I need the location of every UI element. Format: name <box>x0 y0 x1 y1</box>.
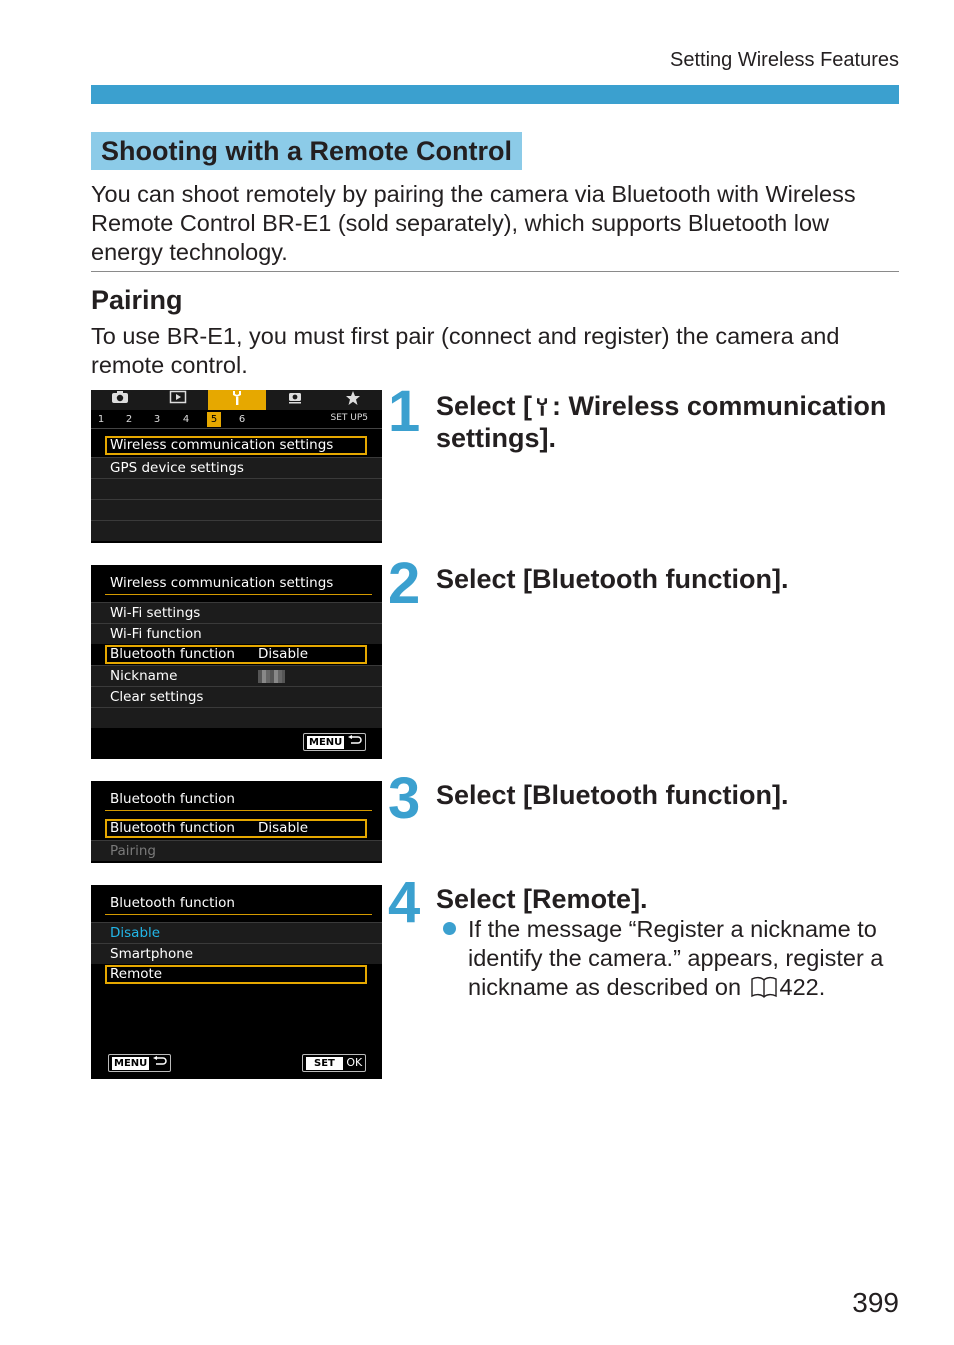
star-icon <box>324 390 382 410</box>
menu-item-selected <box>91 644 382 665</box>
pairing-text: To use BR-E1, you must first pair (connect and register) the camera and remote control. <box>91 323 840 378</box>
menu-item-label: Bluetooth function <box>110 820 235 836</box>
tab-number: 1 <box>97 414 105 425</box>
camera-screen-bluetooth-function <box>91 781 382 863</box>
menu-item-label: Clear settings <box>110 689 204 705</box>
camera-screen-setup-menu <box>91 390 382 543</box>
screen-title: Bluetooth function <box>110 895 235 911</box>
return-icon <box>348 735 362 746</box>
menu-item-label: Bluetooth function <box>110 646 235 662</box>
camera-screen-bluetooth-options <box>91 885 382 1079</box>
title-underline <box>105 810 372 811</box>
bullet-dot <box>443 922 456 935</box>
camera-icon <box>91 390 149 410</box>
menu-item <box>91 623 382 644</box>
menu-tabs <box>91 390 382 410</box>
running-head: Setting Wireless Features <box>670 49 899 71</box>
divider <box>91 271 899 272</box>
intro-paragraph: You can shoot remotely by pairing the camera via Bluetooth with Wireless Remote Control BR-E1 (sold separately), which supports Bluetooth low energy technology. <box>91 181 856 265</box>
menu-item <box>91 686 382 707</box>
option <box>91 943 382 964</box>
wrench-icon <box>532 396 552 418</box>
step-number-4: 4 <box>388 870 421 935</box>
option-label: Remote <box>110 966 163 982</box>
menu-item-label: Wi-Fi function <box>110 626 202 642</box>
menu-item-label: Nickname <box>110 668 178 684</box>
option-selected <box>91 964 382 985</box>
tab-number-row <box>91 410 382 429</box>
bullet-text-content: If the message “Register a nickname to identify the camera.” appears, register a nickname as described on <box>468 916 884 1000</box>
return-icon <box>153 1056 167 1067</box>
menu-item-label: Wireless communication settings <box>110 437 334 453</box>
menu-item-empty <box>91 520 382 541</box>
option-current <box>91 922 382 943</box>
step-heading-1 <box>436 390 906 454</box>
page-reference[interactable]: 422. <box>779 974 826 1000</box>
page-number: 399 <box>852 1287 899 1318</box>
step-number-2: 2 <box>388 551 421 616</box>
menu-item-empty <box>91 478 382 499</box>
screen-title: Bluetooth function <box>110 791 235 807</box>
nickname-blurred-value <box>258 670 285 683</box>
menu-key-label: MENU <box>114 1058 148 1069</box>
set-ok-button <box>302 1054 366 1072</box>
setup-label: SET UP5 <box>330 413 368 423</box>
bullet-text <box>468 915 908 1002</box>
menu-item-disabled <box>91 840 382 861</box>
camera-screen-wireless-settings <box>91 565 382 759</box>
tab-number: 6 <box>238 414 246 425</box>
option-label: Disable <box>110 925 161 941</box>
title-underline <box>105 914 372 915</box>
tab-number-active: 5 <box>207 412 221 427</box>
screen-title: Wireless communication settings <box>110 575 334 591</box>
custom-function-icon <box>266 390 324 410</box>
wrench-icon <box>208 390 266 410</box>
tab-number: 4 <box>182 414 190 425</box>
menu-item-selected <box>91 435 382 456</box>
menu-item-empty <box>91 499 382 520</box>
menu-back-button <box>108 1054 171 1072</box>
title-underline <box>105 594 372 595</box>
menu-key-label: MENU <box>309 737 343 748</box>
menu-item-label: Pairing <box>110 843 156 859</box>
set-key-label: SET <box>306 1057 343 1070</box>
step-heading-2: Select [Bluetooth function]. <box>436 564 789 594</box>
menu-item-value: Disable <box>258 646 309 662</box>
playback-icon <box>149 390 207 410</box>
menu-item-label: Wi-Fi settings <box>110 605 201 621</box>
pairing-title: Pairing <box>91 285 183 315</box>
step-heading-text: : Wireless communication settings]. <box>436 391 887 453</box>
step-heading-text: Select [ <box>436 391 533 421</box>
book-icon <box>750 976 778 998</box>
menu-item-selected <box>91 818 382 839</box>
tab-number: 3 <box>153 414 161 425</box>
top-color-bar <box>91 85 899 104</box>
menu-item <box>91 457 382 478</box>
menu-item-value: Disable <box>258 820 309 836</box>
option-label: Smartphone <box>110 946 194 962</box>
menu-back-button <box>303 733 366 751</box>
step-heading-3: Select [Bluetooth function]. <box>436 780 789 810</box>
menu-item <box>91 602 382 623</box>
ok-label: OK <box>346 1056 363 1069</box>
step-heading-4: Select [Remote]. <box>436 884 648 914</box>
menu-item-label: GPS device settings <box>110 460 244 476</box>
step-number-1: 1 <box>388 379 421 444</box>
section-title: Shooting with a Remote Control <box>91 132 522 170</box>
step-number-3: 3 <box>388 766 421 831</box>
menu-item-empty <box>91 707 382 728</box>
menu-item <box>91 665 382 686</box>
tab-number: 2 <box>125 414 133 425</box>
